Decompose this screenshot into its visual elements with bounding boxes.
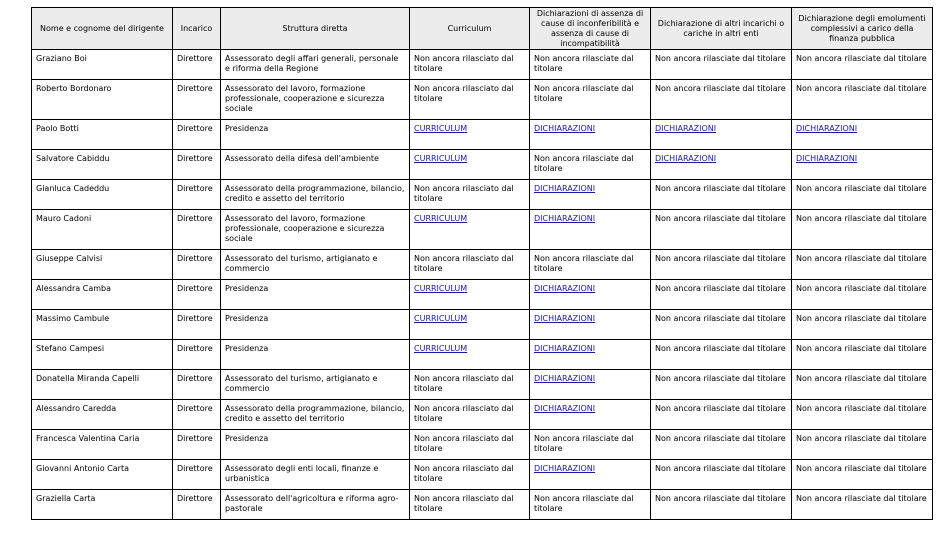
header-incompatibility: Dichiarazioni di assenza di cause di inconferibilità e assenza di cause di incompatibilità [530, 8, 651, 50]
incompatibility-cell: Non ancora rilasciate dal titolare [530, 50, 651, 80]
curriculum-cell: Non ancora rilasciato dal titolare [410, 370, 530, 400]
incompatibility-cell [530, 280, 651, 310]
other-offices-cell: Non ancora rilasciate dal titolare [651, 430, 792, 460]
other-offices-cell [651, 120, 792, 150]
structure-cell: Assessorato del lavoro, formazione professionale, cooperazione e sicurezza sociale [221, 210, 410, 250]
structure-cell: Assessorato della difesa dell'ambiente [221, 150, 410, 180]
table-row [32, 120, 933, 150]
other-offices-cell: Non ancora rilasciate dal titolare [651, 280, 792, 310]
structure-cell: Assessorato degli affari generali, personale e riforma della Regione [221, 50, 410, 80]
curriculum-cell [410, 120, 530, 150]
manager-name-cell: Giuseppe Calvisi [32, 250, 173, 280]
emoluments-cell: Non ancora rilasciate dal titolare [792, 50, 933, 80]
emoluments-cell: Non ancora rilasciate dal titolare [792, 460, 933, 490]
other-offices-cell: Non ancora rilasciate dal titolare [651, 460, 792, 490]
manager-name-cell: Roberto Bordonaro [32, 80, 173, 120]
role-cell: Direttore [173, 280, 221, 310]
table-row [32, 430, 933, 460]
incompatibility-cell [530, 370, 651, 400]
emoluments-cell [792, 150, 933, 180]
dichiarazioni-link[interactable]: DICHIARAZIONI [655, 154, 717, 163]
manager-name-cell: Stefano Campesi [32, 340, 173, 370]
header-curriculum: Curriculum [410, 8, 530, 50]
header-emoluments: Dichiarazione degli emolumenti complessivi a carico della finanza pubblica [792, 8, 933, 50]
incompatibility-cell: Non ancora rilasciate dal titolare [530, 490, 651, 520]
emoluments-cell: Non ancora rilasciate dal titolare [792, 80, 933, 120]
role-cell: Direttore [173, 400, 221, 430]
role-cell: Direttore [173, 150, 221, 180]
dichiarazioni-link[interactable]: DICHIARAZIONI [534, 124, 596, 133]
manager-name-cell: Graziella Carta [32, 490, 173, 520]
curriculum-link[interactable]: CURRICULUM [414, 344, 468, 353]
table-row [32, 370, 933, 400]
emoluments-cell: Non ancora rilasciate dal titolare [792, 400, 933, 430]
header-row [32, 8, 933, 50]
other-offices-cell: Non ancora rilasciate dal titolare [651, 370, 792, 400]
curriculum-cell: Non ancora rilasciato dal titolare [410, 430, 530, 460]
emoluments-cell: Non ancora rilasciate dal titolare [792, 250, 933, 280]
structure-cell: Assessorato del turismo, artigianato e commercio [221, 250, 410, 280]
structure-cell: Presidenza [221, 120, 410, 150]
other-offices-cell: Non ancora rilasciate dal titolare [651, 250, 792, 280]
other-offices-cell [651, 150, 792, 180]
curriculum-cell [410, 280, 530, 310]
incompatibility-cell [530, 120, 651, 150]
role-cell: Direttore [173, 340, 221, 370]
structure-cell: Presidenza [221, 430, 410, 460]
curriculum-link[interactable]: CURRICULUM [414, 314, 468, 323]
curriculum-cell: Non ancora rilasciato dal titolare [410, 180, 530, 210]
dichiarazioni-link[interactable]: DICHIARAZIONI [534, 374, 596, 383]
table-row [32, 80, 933, 120]
curriculum-link[interactable]: CURRICULUM [414, 284, 468, 293]
role-cell: Direttore [173, 80, 221, 120]
table-row [32, 490, 933, 520]
other-offices-cell: Non ancora rilasciate dal titolare [651, 50, 792, 80]
table-row [32, 150, 933, 180]
dichiarazioni-link[interactable]: DICHIARAZIONI [534, 344, 596, 353]
table-row [32, 180, 933, 210]
table-row [32, 310, 933, 340]
manager-name-cell: Giovanni Antonio Carta [32, 460, 173, 490]
curriculum-cell [410, 150, 530, 180]
curriculum-cell [410, 340, 530, 370]
dichiarazioni-link[interactable]: DICHIARAZIONI [796, 124, 858, 133]
manager-name-cell: Gianluca Cadeddu [32, 180, 173, 210]
table-row [32, 340, 933, 370]
curriculum-cell: Non ancora rilasciato dal titolare [410, 400, 530, 430]
table-row [32, 210, 933, 250]
manager-name-cell: Mauro Cadoni [32, 210, 173, 250]
other-offices-cell: Non ancora rilasciate dal titolare [651, 400, 792, 430]
role-cell: Direttore [173, 250, 221, 280]
dichiarazioni-link[interactable]: DICHIARAZIONI [534, 184, 596, 193]
table-row [32, 280, 933, 310]
structure-cell: Assessorato della programmazione, bilancio, credito e assetto del territorio [221, 180, 410, 210]
structure-cell: Assessorato degli enti locali, finanze e urbanistica [221, 460, 410, 490]
emoluments-cell: Non ancora rilasciate dal titolare [792, 210, 933, 250]
table-row [32, 400, 933, 430]
dirigenti-table [31, 7, 933, 520]
curriculum-cell: Non ancora rilasciato dal titolare [410, 80, 530, 120]
role-cell: Direttore [173, 310, 221, 340]
incompatibility-cell: Non ancora rilasciate dal titolare [530, 430, 651, 460]
role-cell: Direttore [173, 50, 221, 80]
emoluments-cell: Non ancora rilasciate dal titolare [792, 310, 933, 340]
incompatibility-cell: Non ancora rilasciate dal titolare [530, 80, 651, 120]
other-offices-cell: Non ancora rilasciate dal titolare [651, 310, 792, 340]
other-offices-cell: Non ancora rilasciate dal titolare [651, 80, 792, 120]
curriculum-cell: Non ancora rilasciato dal titolare [410, 50, 530, 80]
emoluments-cell: Non ancora rilasciate dal titolare [792, 430, 933, 460]
manager-name-cell: Massimo Cambule [32, 310, 173, 340]
structure-cell: Assessorato del lavoro, formazione professionale, cooperazione e sicurezza sociale [221, 80, 410, 120]
manager-name-cell: Alessandro Caredda [32, 400, 173, 430]
structure-cell: Assessorato dell'agricoltura e riforma agro-pastorale [221, 490, 410, 520]
structure-cell: Presidenza [221, 310, 410, 340]
role-cell: Direttore [173, 180, 221, 210]
incompatibility-cell [530, 210, 651, 250]
role-cell: Direttore [173, 210, 221, 250]
incompatibility-cell [530, 180, 651, 210]
table-row [32, 50, 933, 80]
dichiarazioni-link[interactable]: DICHIARAZIONI [534, 284, 596, 293]
manager-name-cell: Salvatore Cabiddu [32, 150, 173, 180]
emoluments-cell: Non ancora rilasciate dal titolare [792, 490, 933, 520]
header-role: Incarico [173, 8, 221, 50]
emoluments-cell: Non ancora rilasciate dal titolare [792, 180, 933, 210]
role-cell: Direttore [173, 120, 221, 150]
header-name: Nome e cognome del dirigente [32, 8, 173, 50]
structure-cell: Presidenza [221, 340, 410, 370]
structure-cell: Presidenza [221, 280, 410, 310]
incompatibility-cell: Non ancora rilasciate dal titolare [530, 150, 651, 180]
curriculum-link[interactable]: CURRICULUM [414, 154, 468, 163]
emoluments-cell [792, 120, 933, 150]
dichiarazioni-link[interactable]: DICHIARAZIONI [534, 214, 596, 223]
incompatibility-cell [530, 310, 651, 340]
table-row [32, 250, 933, 280]
header-other-offices: Dichiarazione di altri incarichi o cariche in altri enti [651, 8, 792, 50]
manager-name-cell: Paolo Botti [32, 120, 173, 150]
dichiarazioni-link[interactable]: DICHIARAZIONI [534, 404, 596, 413]
dichiarazioni-link[interactable]: DICHIARAZIONI [534, 314, 596, 323]
curriculum-link[interactable]: CURRICULUM [414, 124, 468, 133]
emoluments-cell: Non ancora rilasciate dal titolare [792, 340, 933, 370]
other-offices-cell: Non ancora rilasciate dal titolare [651, 490, 792, 520]
dichiarazioni-link[interactable]: DICHIARAZIONI [796, 154, 858, 163]
other-offices-cell: Non ancora rilasciate dal titolare [651, 180, 792, 210]
other-offices-cell: Non ancora rilasciate dal titolare [651, 340, 792, 370]
header-structure: Struttura diretta [221, 8, 410, 50]
role-cell: Direttore [173, 430, 221, 460]
emoluments-cell: Non ancora rilasciate dal titolare [792, 370, 933, 400]
dichiarazioni-link[interactable]: DICHIARAZIONI [655, 124, 717, 133]
manager-name-cell: Donatella Miranda Capelli [32, 370, 173, 400]
role-cell: Direttore [173, 370, 221, 400]
incompatibility-cell [530, 400, 651, 430]
curriculum-link[interactable]: CURRICULUM [414, 214, 468, 223]
structure-cell: Assessorato del turismo, artigianato e commercio [221, 370, 410, 400]
role-cell: Direttore [173, 490, 221, 520]
structure-cell: Assessorato della programmazione, bilancio, credito e assetto del territorio [221, 400, 410, 430]
curriculum-cell [410, 310, 530, 340]
curriculum-cell [410, 210, 530, 250]
curriculum-cell: Non ancora rilasciato dal titolare [410, 460, 530, 490]
emoluments-cell: Non ancora rilasciate dal titolare [792, 280, 933, 310]
manager-name-cell: Alessandra Camba [32, 280, 173, 310]
curriculum-cell: Non ancora rilasciato dal titolare [410, 250, 530, 280]
role-cell: Direttore [173, 460, 221, 490]
manager-name-cell: Francesca Valentina Caria [32, 430, 173, 460]
curriculum-cell: Non ancora rilasciato dal titolare [410, 490, 530, 520]
incompatibility-cell: Non ancora rilasciate dal titolare [530, 250, 651, 280]
table-row [32, 460, 933, 490]
other-offices-cell: Non ancora rilasciate dal titolare [651, 210, 792, 250]
dichiarazioni-link[interactable]: DICHIARAZIONI [534, 464, 596, 473]
manager-name-cell: Graziano Boi [32, 50, 173, 80]
incompatibility-cell [530, 340, 651, 370]
incompatibility-cell [530, 460, 651, 490]
